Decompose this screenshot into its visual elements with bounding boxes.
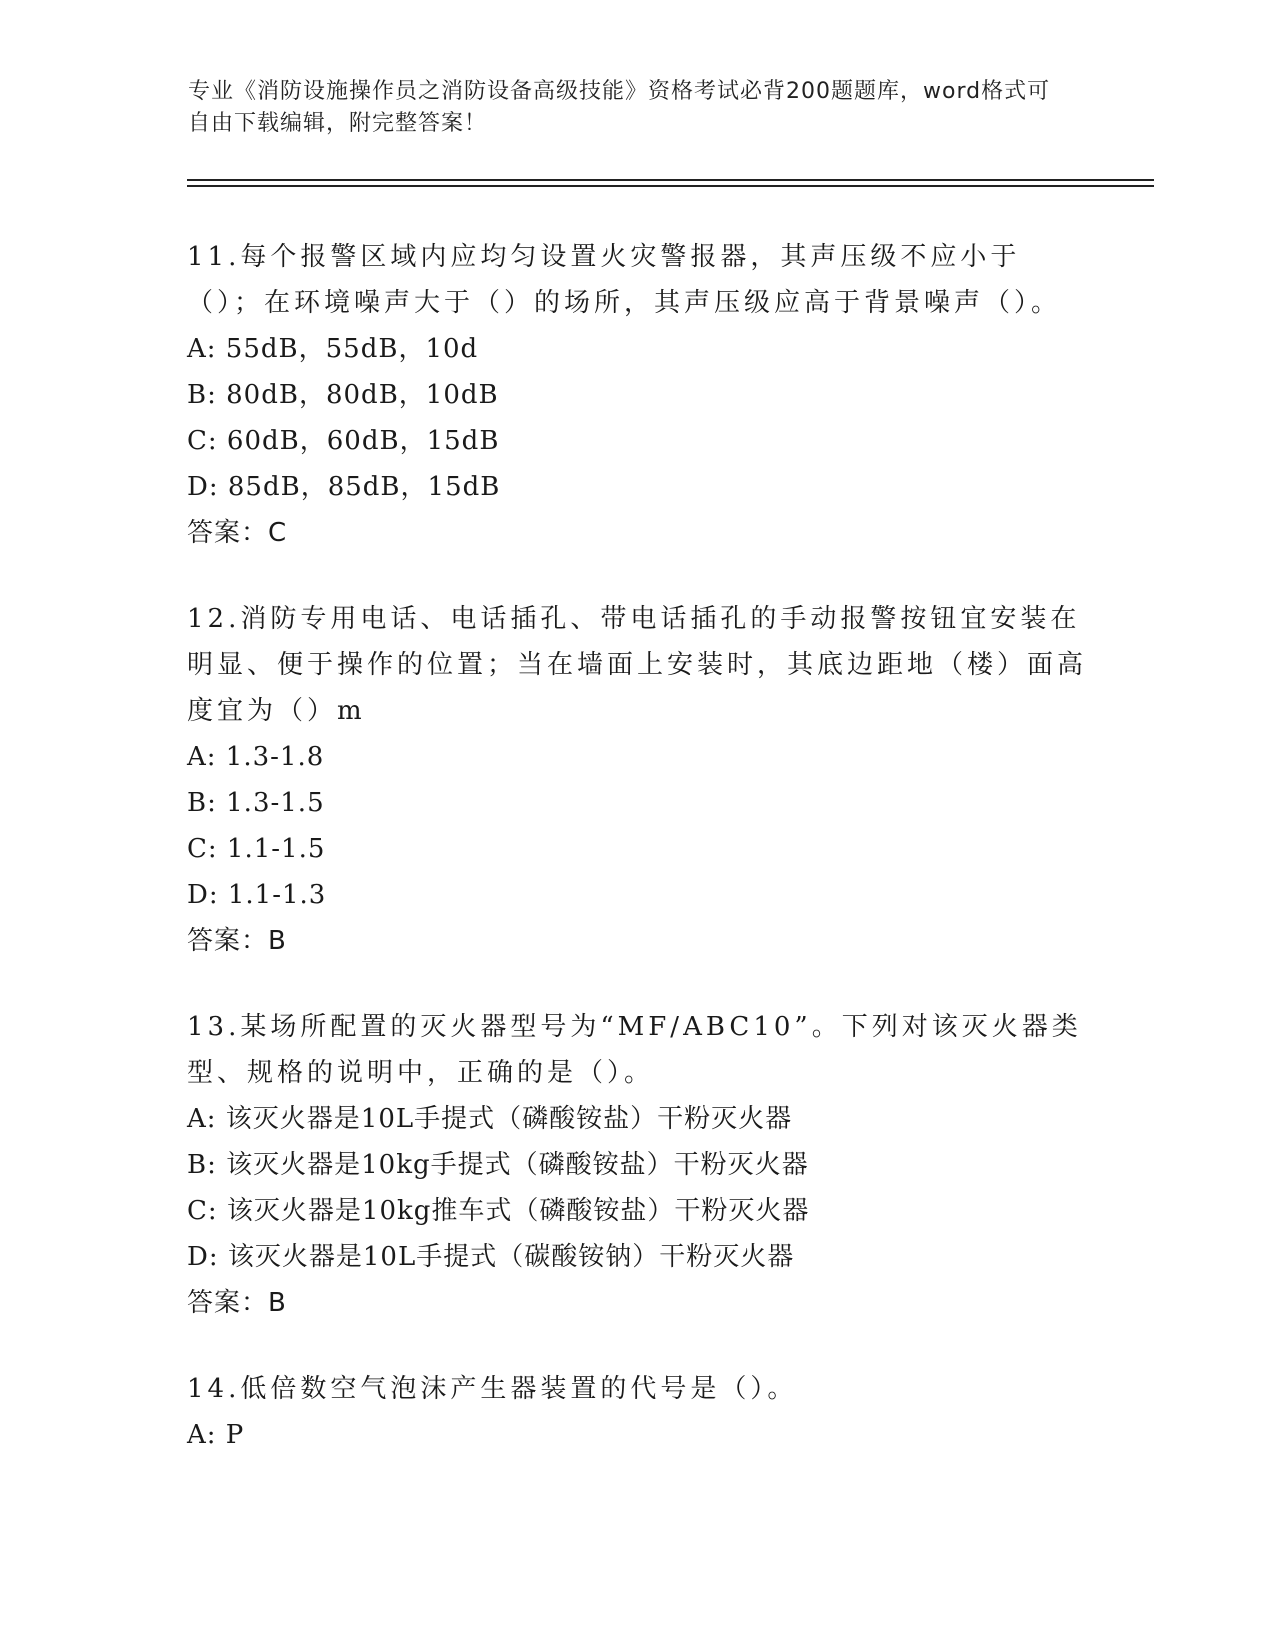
option-b: B: 该灭火器是10kg手提式（磷酸铵盐）干粉灭火器 (187, 1150, 809, 1180)
question-12 (187, 596, 1087, 964)
option-d: D: 该灭火器是10L手提式（碳酸铵钠）干粉灭火器 (187, 1242, 795, 1272)
option-a: A: 1.3-1.8 (187, 742, 325, 772)
option-b: B: 80dB，80dB，10dB (187, 380, 499, 410)
option-c: C: 1.1-1.5 (187, 834, 326, 864)
question-14 (187, 1366, 1087, 1458)
answer: 答案：B (187, 926, 287, 956)
header-divider-bottom (187, 185, 1154, 187)
answer: 答案：B (187, 1288, 287, 1318)
question-text: 13.某场所配置的灭火器型号为“MF/ABC10”。下列对该灭火器类型、规格的说明中，正确的是（）。 (187, 1012, 1082, 1088)
option-a: A: 该灭火器是10L手提式（磷酸铵盐）干粉灭火器 (187, 1104, 793, 1134)
option-b: B: 1.3-1.5 (187, 788, 325, 818)
option-d: D: 1.1-1.3 (187, 880, 327, 910)
option-c: C: 60dB，60dB，15dB (187, 426, 500, 456)
question-list (187, 234, 1087, 1498)
document-header: 专业《消防设施操作员之消防设备高级技能》资格考试必背200题题库，word格式可自由下载编辑，附完整答案！ (188, 79, 1051, 136)
option-a: A: 55dB，55dB，10d (187, 334, 479, 364)
answer: 答案：C (187, 518, 288, 548)
option-a: A: P (187, 1420, 245, 1450)
option-d: D: 85dB，85dB，15dB (187, 472, 501, 502)
question-text: 14.低倍数空气泡沫产生器装置的代号是（）。 (187, 1374, 798, 1404)
question-text: 11.每个报警区域内应均匀设置火灾警报器，其声压级不应小于（）；在环境噪声大于（）的场所，其声压级应高于背景噪声（）。 (187, 242, 1062, 318)
option-c: C: 该灭火器是10kg推车式（磷酸铵盐）干粉灭火器 (187, 1196, 810, 1226)
question-text: 12.消防专用电话、电话插孔、带电话插孔的手动报警按钮宜安装在明显、便于操作的位置；当在墙面上安装时，其底边距地（楼）面高度宜为（）m (187, 604, 1088, 726)
question-11 (187, 234, 1087, 556)
question-13 (187, 1004, 1087, 1326)
header-divider-top (187, 179, 1154, 181)
